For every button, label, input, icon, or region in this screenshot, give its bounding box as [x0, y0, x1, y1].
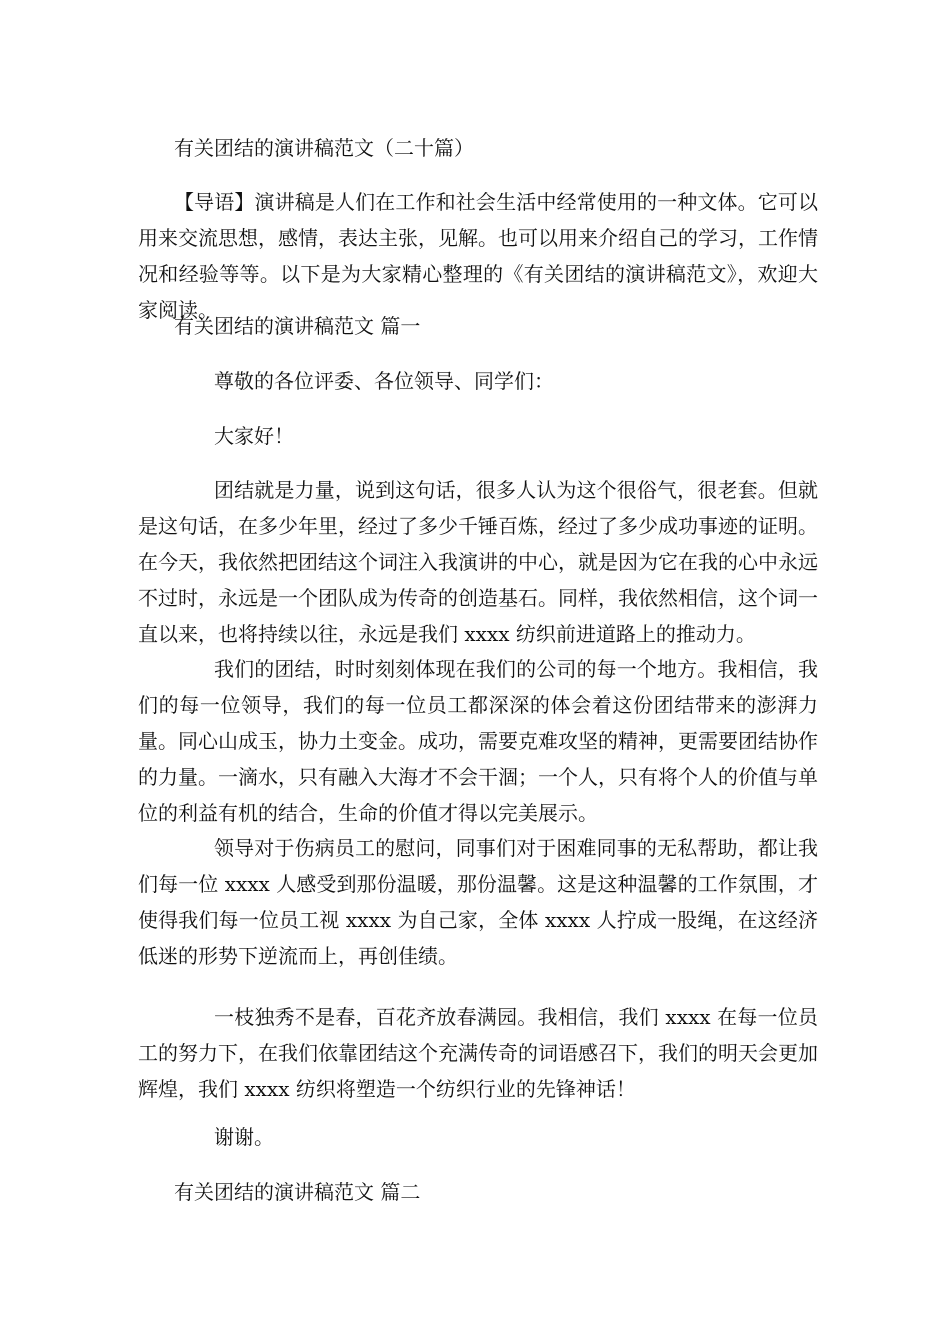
document-title: 有关团结的演讲稿范文（二十篇） — [174, 136, 474, 160]
section-heading-2: 有关团结的演讲稿范文 篇二 — [174, 1180, 421, 1204]
body-paragraph: 团结就是力量，说到这句话，很多人认为这个很俗气，很老套。但就是这句话，在多少年里，经过了多少千锤百炼，经过了多少成功事迹的证明。在今天，我依然把团结这个词注入我演讲的中心，就是因为它在我的心中永远不过时，永远是一个团队成为传奇的创造基石。同样，我依然相信，这个词一直以来，也将持续以往，永远是我们 xxxx 纺织前进道路上的推动力。 — [138, 478, 818, 646]
body-paragraph: 领导对于伤病员工的慰问，同事们对于困难同事的无私帮助，都让我们每一位 xxxx 人感受到那份温暖，那份温馨。这是这种温馨的工作氛围，才使得我们每一位员工视 xxxx 为自己家，全体 xxxx 人拧成一股绳，在这经济低迷的形势下逆流而上，再创佳绩。 — [138, 836, 818, 968]
body-paragraph: 我们的团结，时时刻刻体现在我们的公司的每一个地方。我相信，我们的每一位领导，我们的每一位员工都深深的体会着这份团结带来的澎湃力量。同心山成玉，协力土变金。成功，需要克难攻坚的精神，更需要团结协作的力量。一滴水，只有融入大海才不会干涸；一个人，只有将个人的价值与单位的利益有机的结合，生命的价值才得以完美展示。 — [138, 657, 818, 825]
greeting: 大家好！ — [214, 424, 294, 448]
closing: 谢谢。 — [214, 1125, 274, 1149]
body-paragraph: 一枝独秀不是春，百花齐放春满园。我相信，我们 xxxx 在每一位员工的努力下，在我们依靠团结这个充满传奇的词语感召下，我们的明天会更加辉煌，我们 xxxx 纺织将塑造一个纺织行业的先锋神话！ — [138, 1005, 818, 1101]
salutation: 尊敬的各位评委、各位领导、同学们： — [214, 369, 554, 393]
intro-paragraph: 【导语】演讲稿是人们在工作和社会生活中经常使用的一种文体。它可以用来交流思想，感情，表达主张，见解。也可以用来介绍自己的学习，工作情况和经验等等。以下是为大家精心整理的《有关团结的演讲稿范文》，欢迎大家阅读。 — [138, 190, 818, 322]
section-heading-1: 有关团结的演讲稿范文 篇一 — [174, 314, 421, 338]
